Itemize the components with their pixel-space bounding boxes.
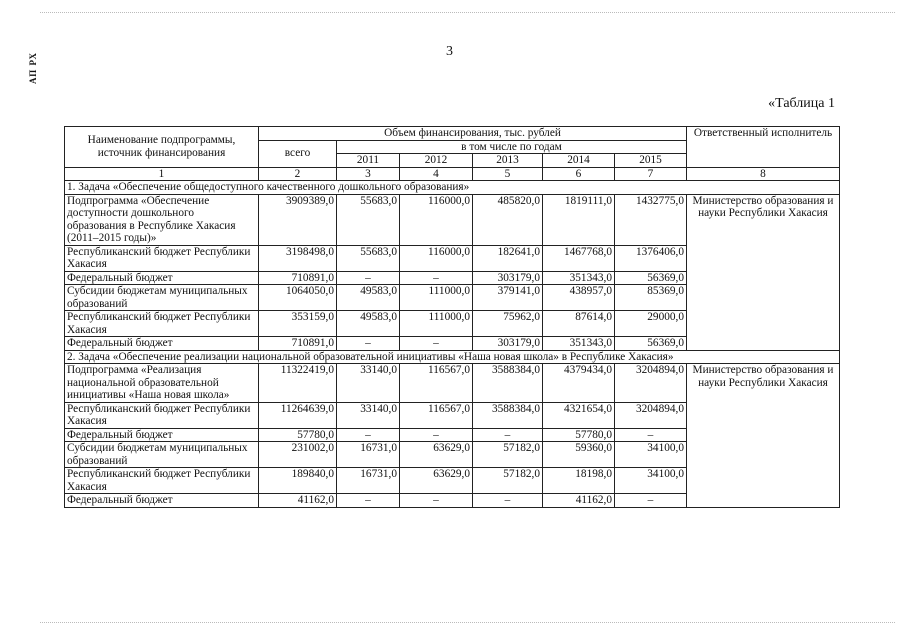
header-year: 2013: [473, 154, 543, 168]
row-name: Федеральный бюджет: [65, 337, 259, 351]
cell-year-value: –: [337, 428, 400, 442]
cell-year-value: 1376406,0: [615, 245, 687, 271]
column-number: 8: [687, 167, 840, 181]
cell-total: 41162,0: [259, 494, 337, 508]
cell-year-value: 34100,0: [615, 468, 687, 494]
row-name: Федеральный бюджет: [65, 271, 259, 285]
section-title: 1. Задача «Обеспечение общедоступного качественного дошкольного образования»: [65, 181, 840, 195]
cell-year-value: 56369,0: [615, 337, 687, 351]
column-number-row: [65, 167, 840, 181]
cell-year-value: 49583,0: [337, 311, 400, 337]
cell-year-value: 303179,0: [473, 337, 543, 351]
cell-year-value: 379141,0: [473, 285, 543, 311]
cell-year-value: 4321654,0: [543, 402, 615, 428]
cell-year-value: 56369,0: [615, 271, 687, 285]
cell-total: 353159,0: [259, 311, 337, 337]
table-caption: «Таблица 1: [768, 96, 835, 111]
executor-cell: Министерство образования и науки Республики Хакасия: [687, 364, 840, 508]
financing-table: [64, 126, 840, 508]
row-name: Подпрограмма «Реализация национальной образовательной инициативы «Наша новая школа»: [65, 364, 259, 403]
row-name: Республиканский бюджет Республики Хакасия: [65, 468, 259, 494]
cell-year-value: 116000,0: [400, 245, 473, 271]
side-code: АП РХ: [28, 52, 38, 85]
cell-year-value: 18198,0: [543, 468, 615, 494]
cell-year-value: –: [400, 337, 473, 351]
cell-total: 57780,0: [259, 428, 337, 442]
header-executor: Ответственный исполнитель: [687, 127, 840, 168]
row-name: Субсидии бюджетам муниципальных образований: [65, 285, 259, 311]
cell-total: 3909389,0: [259, 194, 337, 245]
table-row: [65, 194, 840, 245]
cell-year-value: 116567,0: [400, 402, 473, 428]
column-number: 2: [259, 167, 337, 181]
cell-total: 231002,0: [259, 442, 337, 468]
cell-year-value: –: [337, 271, 400, 285]
cell-year-value: 33140,0: [337, 364, 400, 403]
section-title-row: [65, 181, 840, 195]
cell-year-value: 351343,0: [543, 337, 615, 351]
cell-year-value: 63629,0: [400, 468, 473, 494]
cell-year-value: –: [473, 494, 543, 508]
row-name: Подпрограмма «Обеспечение доступности дошкольного образования в Республике Хакасия (2011–2015 годы)»: [65, 194, 259, 245]
cell-year-value: 182641,0: [473, 245, 543, 271]
header-year: 2012: [400, 154, 473, 168]
column-number: 6: [543, 167, 615, 181]
cell-year-value: 3588384,0: [473, 402, 543, 428]
cell-year-value: 16731,0: [337, 468, 400, 494]
cell-year-value: 57182,0: [473, 468, 543, 494]
header-total: всего: [259, 140, 337, 167]
row-name: Федеральный бюджет: [65, 428, 259, 442]
cell-year-value: 41162,0: [543, 494, 615, 508]
cell-year-value: 3588384,0: [473, 364, 543, 403]
cell-year-value: 16731,0: [337, 442, 400, 468]
cell-total: 3198498,0: [259, 245, 337, 271]
cell-year-value: –: [473, 428, 543, 442]
cell-year-value: 1467768,0: [543, 245, 615, 271]
cell-year-value: –: [400, 271, 473, 285]
header-year: 2011: [337, 154, 400, 168]
row-name: Республиканский бюджет Республики Хакасия: [65, 311, 259, 337]
column-number: 5: [473, 167, 543, 181]
cell-year-value: 49583,0: [337, 285, 400, 311]
cell-year-value: 111000,0: [400, 311, 473, 337]
cell-year-value: 57780,0: [543, 428, 615, 442]
executor-cell: Министерство образования и науки Республики Хакасия: [687, 194, 840, 350]
section-title: 2. Задача «Обеспечение реализации национальной образовательной инициативы «Наша новая школа» в Республике Хакасия»: [65, 350, 840, 364]
cell-year-value: 34100,0: [615, 442, 687, 468]
table-body: [65, 181, 840, 508]
cell-year-value: 438957,0: [543, 285, 615, 311]
header-year: 2015: [615, 154, 687, 168]
header-year: 2014: [543, 154, 615, 168]
row-name: Федеральный бюджет: [65, 494, 259, 508]
column-number: 1: [65, 167, 259, 181]
cell-year-value: 55683,0: [337, 245, 400, 271]
cell-year-value: 59360,0: [543, 442, 615, 468]
cell-year-value: 55683,0: [337, 194, 400, 245]
header-name: Наименование подпрограммы, источник финансирования: [65, 127, 259, 168]
header-by-years: в том числе по годам: [337, 140, 687, 154]
cell-year-value: –: [400, 494, 473, 508]
cell-year-value: 485820,0: [473, 194, 543, 245]
cell-year-value: –: [615, 494, 687, 508]
header-row-1: [65, 127, 840, 141]
cell-year-value: 351343,0: [543, 271, 615, 285]
cell-year-value: 111000,0: [400, 285, 473, 311]
section-title-row: [65, 350, 840, 364]
scan-artifact-top: [40, 12, 895, 14]
header-funding: Объем финансирования, тыс. рублей: [259, 127, 687, 141]
row-name: Республиканский бюджет Республики Хакасия: [65, 402, 259, 428]
cell-total: 710891,0: [259, 337, 337, 351]
cell-year-value: 303179,0: [473, 271, 543, 285]
cell-year-value: 29000,0: [615, 311, 687, 337]
column-number: 7: [615, 167, 687, 181]
cell-year-value: –: [337, 494, 400, 508]
cell-year-value: –: [615, 428, 687, 442]
row-name: Республиканский бюджет Республики Хакасия: [65, 245, 259, 271]
cell-year-value: 4379434,0: [543, 364, 615, 403]
cell-year-value: 1432775,0: [615, 194, 687, 245]
cell-year-value: –: [337, 337, 400, 351]
cell-year-value: 57182,0: [473, 442, 543, 468]
cell-year-value: 1819111,0: [543, 194, 615, 245]
page-number: 3: [446, 44, 453, 59]
cell-year-value: 85369,0: [615, 285, 687, 311]
table-row: [65, 364, 840, 403]
column-number: 4: [400, 167, 473, 181]
cell-total: 11264639,0: [259, 402, 337, 428]
cell-total: 11322419,0: [259, 364, 337, 403]
cell-year-value: 75962,0: [473, 311, 543, 337]
cell-year-value: 116567,0: [400, 364, 473, 403]
cell-year-value: 87614,0: [543, 311, 615, 337]
cell-year-value: 63629,0: [400, 442, 473, 468]
cell-total: 1064050,0: [259, 285, 337, 311]
scan-artifact-bottom: [40, 622, 895, 624]
cell-year-value: –: [400, 428, 473, 442]
cell-year-value: 33140,0: [337, 402, 400, 428]
column-number: 3: [337, 167, 400, 181]
cell-year-value: 3204894,0: [615, 364, 687, 403]
cell-total: 189840,0: [259, 468, 337, 494]
cell-year-value: 3204894,0: [615, 402, 687, 428]
row-name: Субсидии бюджетам муниципальных образований: [65, 442, 259, 468]
cell-year-value: 116000,0: [400, 194, 473, 245]
cell-total: 710891,0: [259, 271, 337, 285]
